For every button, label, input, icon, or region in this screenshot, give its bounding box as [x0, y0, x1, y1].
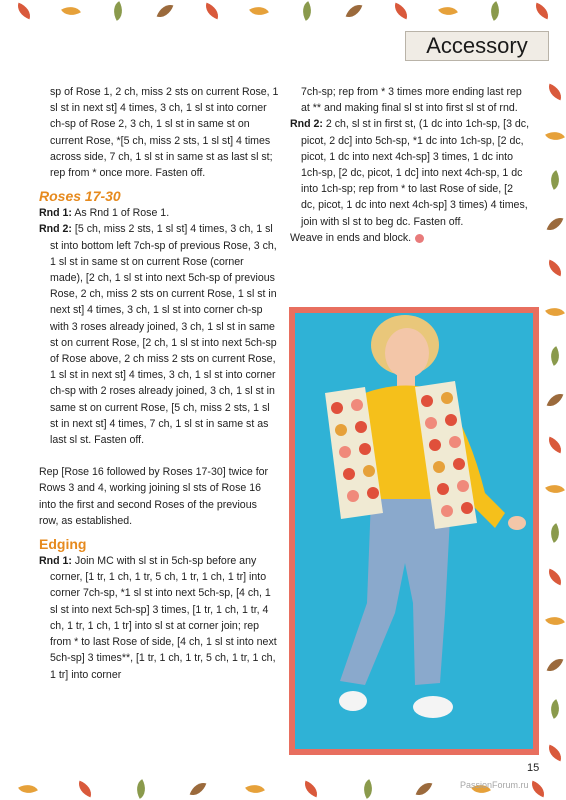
autumn-leaf-icon	[14, 3, 33, 20]
autumn-leaf-icon	[547, 215, 564, 234]
autumn-leaf-icon	[545, 260, 564, 277]
photo-frame	[289, 307, 539, 755]
autumn-leaf-icon	[75, 781, 94, 798]
repeat-instructions: Rep [Rose 16 followed by Roses 17-30] twice for Rows 3 and 4, working joining sl sts of Rose 16 into the first and second Roses of the previous row, as established.	[39, 466, 269, 527]
model-photo	[295, 313, 533, 749]
roses-rnd1	[39, 205, 279, 221]
watermark: PassionForum.ru	[460, 780, 529, 790]
finish-line	[290, 230, 530, 246]
autumn-leaf-icon	[545, 127, 565, 145]
section-tab: Accessory	[405, 31, 549, 61]
autumn-leaf-icon	[528, 781, 547, 798]
autumn-leaf-icon	[545, 84, 564, 101]
autumn-leaf-icon	[545, 436, 564, 453]
autumn-leaf-icon	[297, 1, 315, 21]
rose-dot-icon	[415, 234, 424, 243]
rnd-label: Rnd 2:	[39, 223, 72, 236]
autumn-leaf-icon	[157, 1, 174, 20]
rnd-label: Rnd 1:	[39, 555, 72, 568]
autumn-leaf-icon	[545, 479, 565, 497]
autumn-leaf-icon	[359, 779, 377, 799]
page-number: 15	[527, 762, 540, 774]
autumn-leaf-icon	[18, 780, 38, 798]
autumn-leaf-icon	[486, 1, 504, 21]
pattern-continuation: sp of Rose 1, 2 ch, miss 2 sts on current Rose, 1 sl st in next st] 4 times, 3 ch, 1 sl st into corner ch-sp of Rose 2, 3 ch, 1 sl st in same st on current Rose, *[5 ch, miss 2 sts, 1 sl st] 4 times across side, 7 ch, 1 sl st in same st as last sl st; rep from * once more. Fasten off.	[50, 86, 279, 180]
autumn-leaf-icon	[109, 1, 127, 21]
autumn-leaf-icon	[190, 779, 207, 798]
right-text-column	[290, 84, 530, 246]
autumn-leaf-icon	[546, 699, 564, 719]
autumn-leaf-icon	[547, 655, 564, 674]
rnd-text: As Rnd 1 of Rose 1.	[71, 207, 170, 220]
right-leaf-border	[544, 70, 566, 775]
roses-rnd2	[39, 221, 279, 448]
autumn-leaf-icon	[249, 2, 269, 20]
autumn-leaf-icon	[545, 745, 564, 762]
autumn-leaf-icon	[438, 2, 458, 20]
rnd-text: 2 ch, sl st in first st, (1 dc into 1ch-sp, [3 dc, picot, 2 dc] into 5ch-sp, *1 dc into 1ch-sp, [2 dc, picot, 1 dc into next 4ch-sp] 3 times, 1 dc into 1ch-sp, [2 dc, picot, 1 dc] into next 4ch-sp, 1 dc into 1ch-sp; rep from * to last Rose of side, [2 dc, picot, 1 dc into next 4ch-sp] 3 times) 4 times, join with sl st to beg dc. Fasten off.	[301, 118, 530, 228]
autumn-leaf-icon	[547, 391, 564, 410]
edging-rnd2	[290, 116, 530, 229]
autumn-leaf-icon	[545, 303, 565, 321]
top-leaf-border	[0, 0, 566, 22]
edging-rnd1	[39, 553, 279, 683]
autumn-leaf-icon	[245, 780, 265, 798]
rnd-label: Rnd 2:	[290, 118, 323, 131]
autumn-leaf-icon	[391, 3, 410, 20]
autumn-leaf-icon	[545, 612, 565, 630]
rnd-label: Rnd 1:	[39, 207, 72, 220]
autumn-leaf-icon	[345, 1, 362, 20]
roses-heading: Roses 17-30	[39, 188, 121, 205]
autumn-leaf-icon	[546, 523, 564, 543]
autumn-leaf-icon	[302, 781, 321, 798]
edging-continuation: 7ch-sp; rep from * 3 times more ending last rep at ** and making final sl st into first sl st of rnd.	[301, 86, 522, 115]
edging-heading: Edging	[39, 536, 87, 553]
autumn-leaf-icon	[203, 3, 222, 20]
left-text-column	[39, 84, 279, 683]
autumn-leaf-icon	[132, 779, 150, 799]
model-illustration	[295, 313, 533, 749]
finish-text: Weave in ends and block.	[290, 231, 412, 244]
rnd-text: [5 ch, miss 2 sts, 1 sl st] 4 times, 3 ch, 1 sl st into bottom left 7ch-sp of previous Rose, 3 ch, 1 sl st in same st on current Rose (corner made), [2 ch, 1 sl st into next 5ch-sp of previous Rose, 2 ch, miss 2 sts on current Rose, 1 sl st in next st] 4 times, 3 ch, 1 sl st into corner ch-sp with 3 roses already joined, 3 ch, 1 sl st in same st on current Rose, [2 ch, 1 sl st into next 5ch-sp of Rose above, 2 ch miss 2 sts on current Rose, 1 sl st in next st] 4 times, 3 ch, 1 sl st into corner ch-sp with 2 roses already joined, 3 ch, 1 sl st in same st on current Rose, [5 ch, miss 2 sts, 1 sl st in next st] 4 times, 7 ch, 1 sl st in same st as last sl st. Fasten off.	[50, 223, 277, 447]
autumn-leaf-icon	[533, 3, 552, 20]
autumn-leaf-icon	[546, 346, 564, 366]
rnd-text: Join MC with sl st in 5ch-sp before any corner, [1 tr, 1 ch, 1 tr, 5 ch, 1 tr, 1 ch, 1 tr] into corner 7ch-sp, *1 sl st into next 5ch-sp, [4 ch, 1 sl st into next 5ch-sp] 3 times, [1 tr, 1 ch, 1 tr, 4 ch, 1 tr, 1 ch, 1 tr] into sl st at corner join; rep from * to last Rose of side, [4 ch, 1 sl st into next 5ch-sp] 3 times**, [1 tr, 1 ch, 1 tr, 5 ch, 1 tr, 1 ch, 1 tr] into corner	[50, 555, 277, 681]
autumn-leaf-icon	[545, 568, 564, 585]
autumn-leaf-icon	[546, 170, 564, 190]
autumn-leaf-icon	[61, 2, 81, 20]
autumn-leaf-icon	[416, 779, 433, 798]
